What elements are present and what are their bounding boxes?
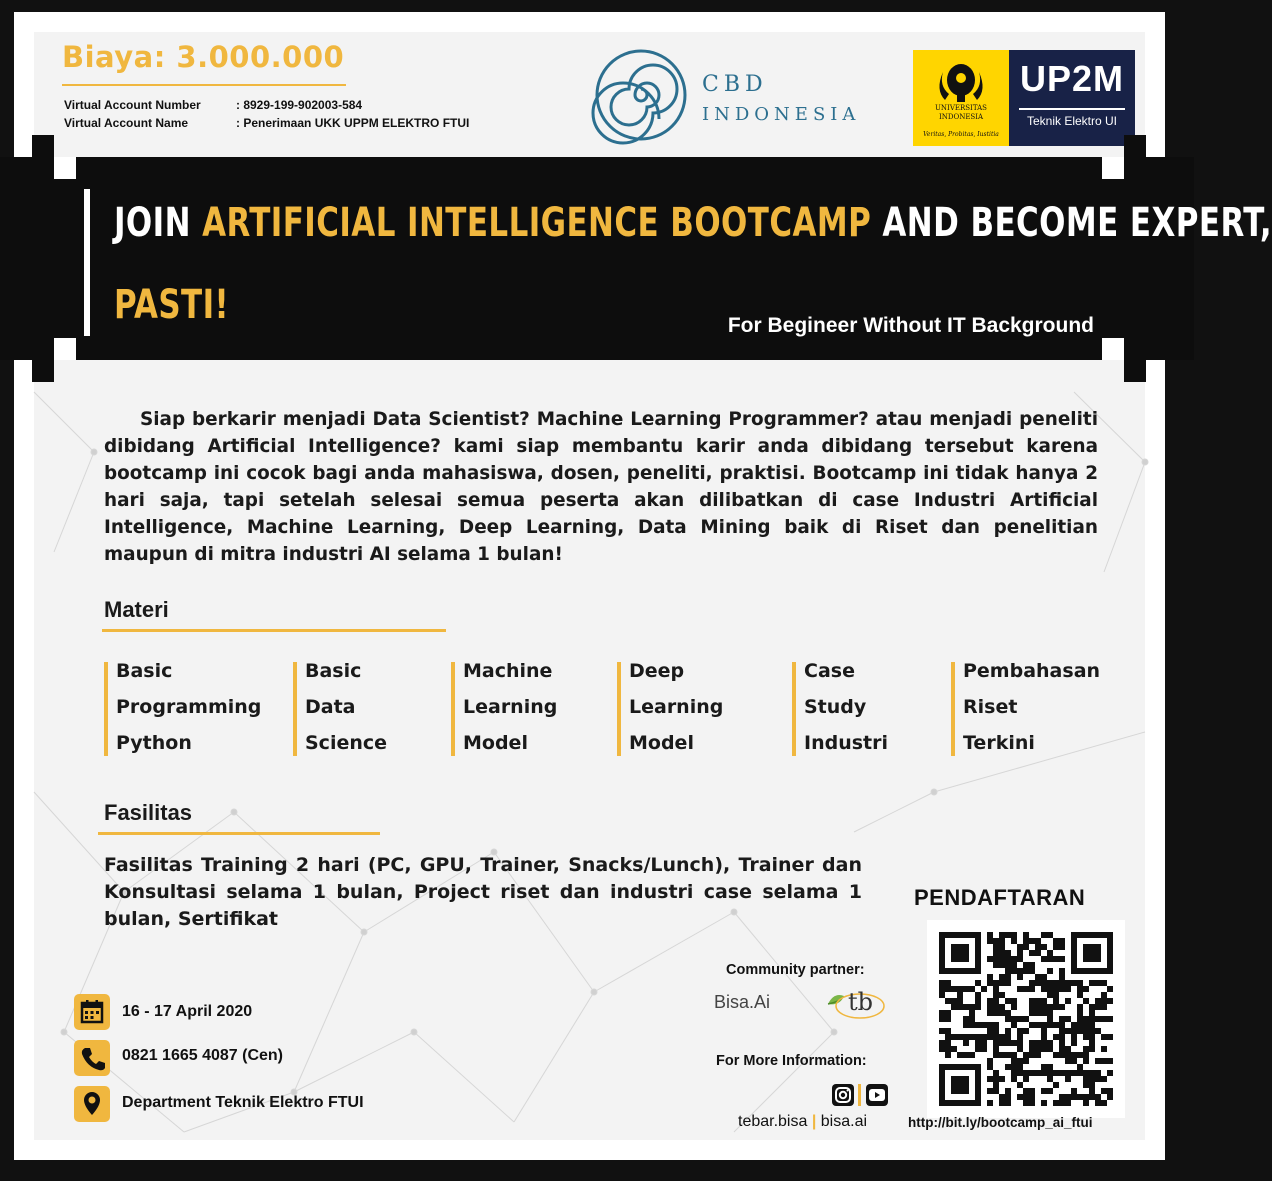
phone-icon [74, 1040, 110, 1076]
fasilitas-underline [98, 832, 380, 835]
up2m-logo [1009, 50, 1135, 146]
headline-subtitle: For Begineer Without IT Background [727, 314, 1094, 337]
va-name-row [64, 116, 469, 130]
fee-underline [62, 84, 346, 86]
up2m-subtitle: Teknik Elektro UI [1026, 114, 1118, 128]
community-partner-label: Community partner: [726, 962, 865, 978]
banner-checker-corner [32, 135, 54, 157]
ui-name-line1: UNIVERSITAS [935, 104, 987, 112]
materi-underline [102, 629, 446, 632]
headline-highlight: ARTIFICIAL INTELLIGENCE BOOTCAMP [202, 200, 872, 246]
materi-title: Materi [104, 597, 169, 622]
fee-amount: Biaya: 3.000.000 [62, 40, 345, 74]
poster-frame [14, 12, 1272, 1160]
qr-code-icon[interactable] [927, 920, 1125, 1118]
tebar-bisa-logo: tb [820, 984, 890, 1028]
instagram-icon[interactable] [832, 1084, 854, 1106]
registration-qr-code[interactable] [927, 920, 1125, 1118]
social-handles: tebar.bisa | bisa.ai [738, 1113, 868, 1130]
event-location: Department Teknik Elektro FTUI [122, 1094, 364, 1111]
banner-accent-bar [84, 189, 90, 336]
va-number-value: : 8929-199-902003-584 [236, 98, 363, 112]
fasilitas-text: Fasilitas Training 2 hari (PC, GPU, Trainer, Snacks/Lunch), Trainer dan Konsultasi selama 1 bulan, Project riset dan industri case selama 1 bulan, Sertifikat [104, 854, 862, 930]
cbd-country: INDONESIA [702, 104, 861, 125]
ui-name-line2: INDONESIA [938, 113, 984, 121]
contact-phone: 0821 1665 4087 (Cen) [122, 1047, 283, 1064]
va-number-row [64, 98, 362, 112]
headline-line2: PASTI! [114, 282, 230, 328]
cbd-spiral-logo-icon [592, 46, 690, 144]
up2m-title: UP2M [1019, 58, 1125, 99]
universitas-indonesia-logo [913, 50, 1009, 146]
va-name-label: Virtual Account Name [64, 116, 189, 130]
registration-url[interactable]: http://bit.ly/bootcamp_ai_ftui [908, 1115, 1093, 1130]
headline-line1: JOIN ARTIFICIAL INTELLIGENCE BOOTCAMP AND BECOME EXPERT, [114, 200, 1272, 246]
calendar-icon [74, 994, 110, 1030]
ui-motto: Veritas, Probitas, Iustitia [923, 131, 999, 138]
poster-content: Biaya: 3.000.000 Virtual Account Number : 8929-199-902003-584 Virtual Account Name : Penerimaan UKK UPPM ELEKTRO FTUI CBD INDONESIA UNIVERSITAS INDONESIA Veritas, Probitas, Iustitia UP2M Teknik Elektro UI JOIN ARTIFICIAL INTELLIGENCE BOOTCAMP AND BECOME EXPERT, PASTI! For Begineer Without IT Background Siap berkarir menjadi Data Scientist? Machine Learning Programmer? atau menjadi peneliti dibidang Artificial Intelligence? kami siap membantu karir anda dibidang tersebut karena bootcamp ini cocok bagi anda mahasiswa, dosen, peneliti, praktisi. Bootcamp ini tidak hanya 2 hari saja, tapi setelah selesai semua peserta akan dilibatkan di case Industri Artificial Intelligence, Machine Learning, Deep Learning, Data Mining baik di Riset dan penelitian maupun di mitra industri AI selama 1 bulan! Materi Basic Programming Python Basic Data Science Machine Learning Model Deep Learning Model Case Study Industri Pembahasan Riset Terkini Fasilitas Fasilitas Training 2 hari (PC, GPU, Trainer, Snacks/Lunch), Trainer dan Konsultasi selama 1 bulan, Project riset dan industri case selama 1 bulan, Sertifikat 16 - 17 April 2020 0821 1665 4087 (Cen) Department Teknik Elektro FTUI Community partner: Bisa.Ai tb For More Information: tebar.bisa | bisa.ai PENDAFTARAN http://bit.ly/bootcamp_ai_ftui [34, 32, 1145, 1140]
website-handle[interactable]: bisa.ai [820, 1113, 868, 1130]
bisa-ai-logo: Bisa.Ai [714, 992, 771, 1012]
location-pin-icon [74, 1086, 110, 1122]
icon-separator [858, 1084, 861, 1106]
va-number-label: Virtual Account Number [64, 98, 201, 112]
va-name-value: : Penerimaan UKK UPPM ELEKTRO FTUI [236, 116, 470, 130]
youtube-icon[interactable] [866, 1084, 888, 1106]
event-date: 16 - 17 April 2020 [122, 1003, 253, 1020]
more-info-label: For More Information: [716, 1053, 867, 1069]
instagram-handle[interactable]: tebar.bisa [738, 1113, 808, 1130]
fasilitas-title: Fasilitas [104, 800, 193, 825]
intro-paragraph: Siap berkarir menjadi Data Scientist? Machine Learning Programmer? atau menjadi peneliti dibidang Artificial Intelligence? kami siap membantu karir anda dibidang tersebut karena bootcamp ini cocok bagi anda mahasiswa, dosen, peneliti, praktisi. Bootcamp ini tidak hanya 2 hari saja, tapi setelah selesai semua peserta akan dilibatkan di case Industri Artificial Intelligence, Machine Learning, Deep Learning, Data Mining baik di Riset dan penelitian maupun di mitra industri AI selama 1 bulan! [104, 409, 1098, 565]
registration-title: PENDAFTARAN [914, 885, 1086, 910]
cbd-name: CBD [702, 72, 768, 97]
